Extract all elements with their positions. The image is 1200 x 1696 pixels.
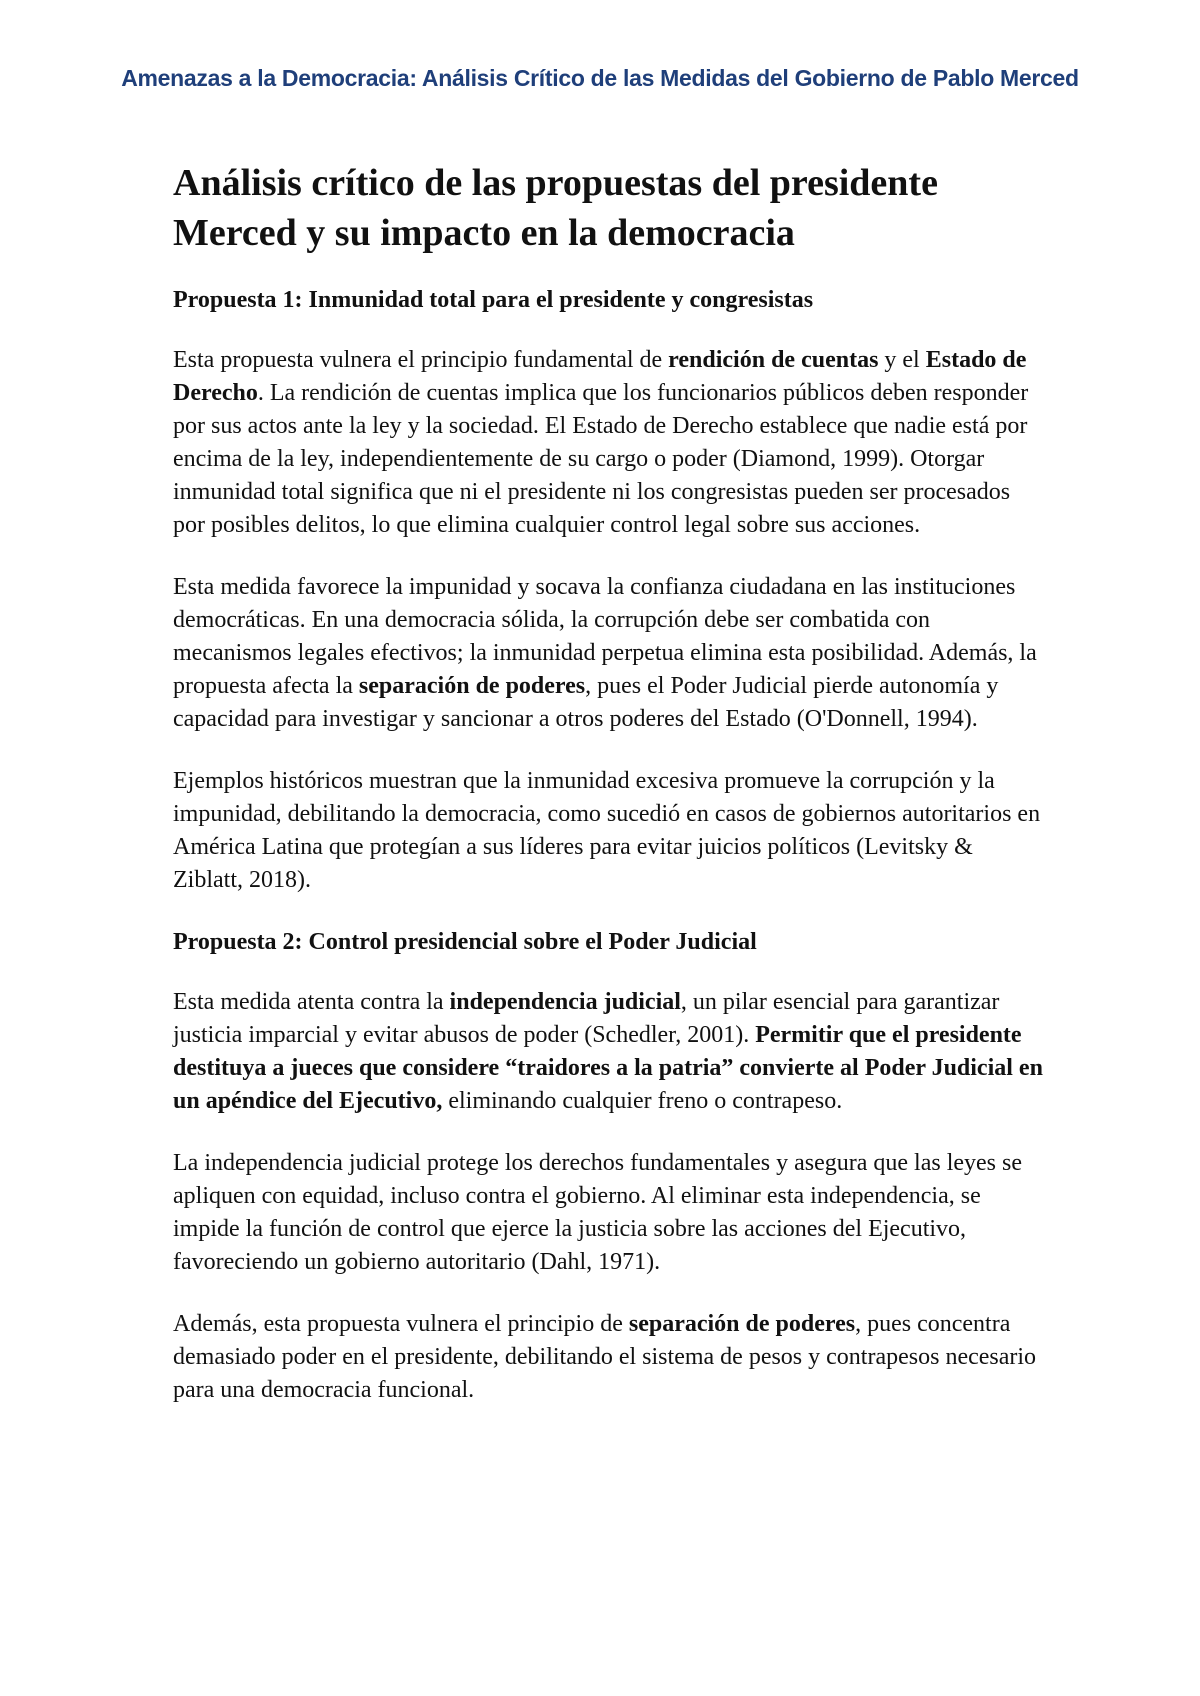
section-heading-propuesta-1: Propuesta 1: Inmunidad total para el presidente y congresistas (173, 287, 814, 313)
paragraph: Esta medida favorece la impunidad y socava la confianza ciudadana en las instituciones democráticas. En una democracia sólida, la corrupción debe ser combatida con mecanismos legales efectivos; la inmunidad perpetua elimina esta posibilidad. Además, la propuesta afecta la separación de poderes, pues el Poder Judicial pierde autonomía y capacidad para investigar y sancionar a otros poderes del Estado (O'Donnell, 1994). (173, 574, 1037, 732)
section-heading-propuesta-2: Propuesta 2: Control presidencial sobre el Poder Judicial (173, 929, 757, 955)
document-body (173, 158, 1043, 1436)
main-heading: Análisis crítico de las propuestas del presidente Merced y su impacto en la democracia (173, 162, 938, 254)
bold-term: independencia judicial (449, 989, 681, 1015)
bold-term: rendición de cuentas (668, 347, 879, 373)
paragraph: La independencia judicial protege los derechos fundamentales y asegura que las leyes se apliquen con equidad, incluso contra el gobierno. Al eliminar esta independencia, se impide la función de control que ejerce la justicia sobre las acciones del Ejecutivo, favoreciendo un gobierno autoritario (Dahl, 1971). (173, 1150, 1022, 1275)
bold-term: separación de poderes (628, 1311, 856, 1337)
paragraph: Ejemplos históricos muestran que la inmunidad excesiva promueve la corrupción y la impunidad, debilitando la democracia, como sucedió en casos de gobiernos autoritarios en América Latina que protegían a sus líderes para evitar juicios políticos (Levitsky & Ziblatt, 2018). (173, 768, 1041, 893)
document-title: Amenazas a la Democracia: Análisis Crítico de las Medidas del Gobierno de Pablo Merced (121, 65, 1079, 91)
bold-term: Permitir que el presidente destituya a jueces que considere “traidores a la patria” convierte al Poder Judicial en un apéndice del Ejecutivo, (173, 1022, 1043, 1114)
paragraph: Además, esta propuesta vulnera el principio de separación de poderes, pues concentra demasiado poder en el presidente, debilitando el sistema de pesos y contrapesos necesario para una democracia funcional. (173, 1311, 1037, 1403)
paragraph: Esta medida atenta contra la independencia judicial, un pilar esencial para garantizar justicia imparcial y evitar abusos de poder (Schedler, 2001). Permitir que el presidente destituya a jueces que considere “traidores a la patria” convierte al Poder Judicial en un apéndice del Ejecutivo, eliminando cualquier freno o contrapeso. (173, 989, 1043, 1114)
bold-term: Estado de Derecho (173, 347, 1027, 406)
paragraph: Esta propuesta vulnera el principio fundamental de rendición de cuentas y el Estado de Derecho. La rendición de cuentas implica que los funcionarios públicos deben responder por sus actos ante la ley y la sociedad. El Estado de Derecho establece que nadie está por encima de la ley, independientemente de su cargo o poder (Diamond, 1999). Otorgar inmunidad total significa que ni el presidente ni los congresistas pueden ser procesados por posibles delitos, lo que elimina cualquier control legal sobre sus acciones. (173, 347, 1029, 538)
bold-term: separación de poderes (358, 673, 586, 699)
